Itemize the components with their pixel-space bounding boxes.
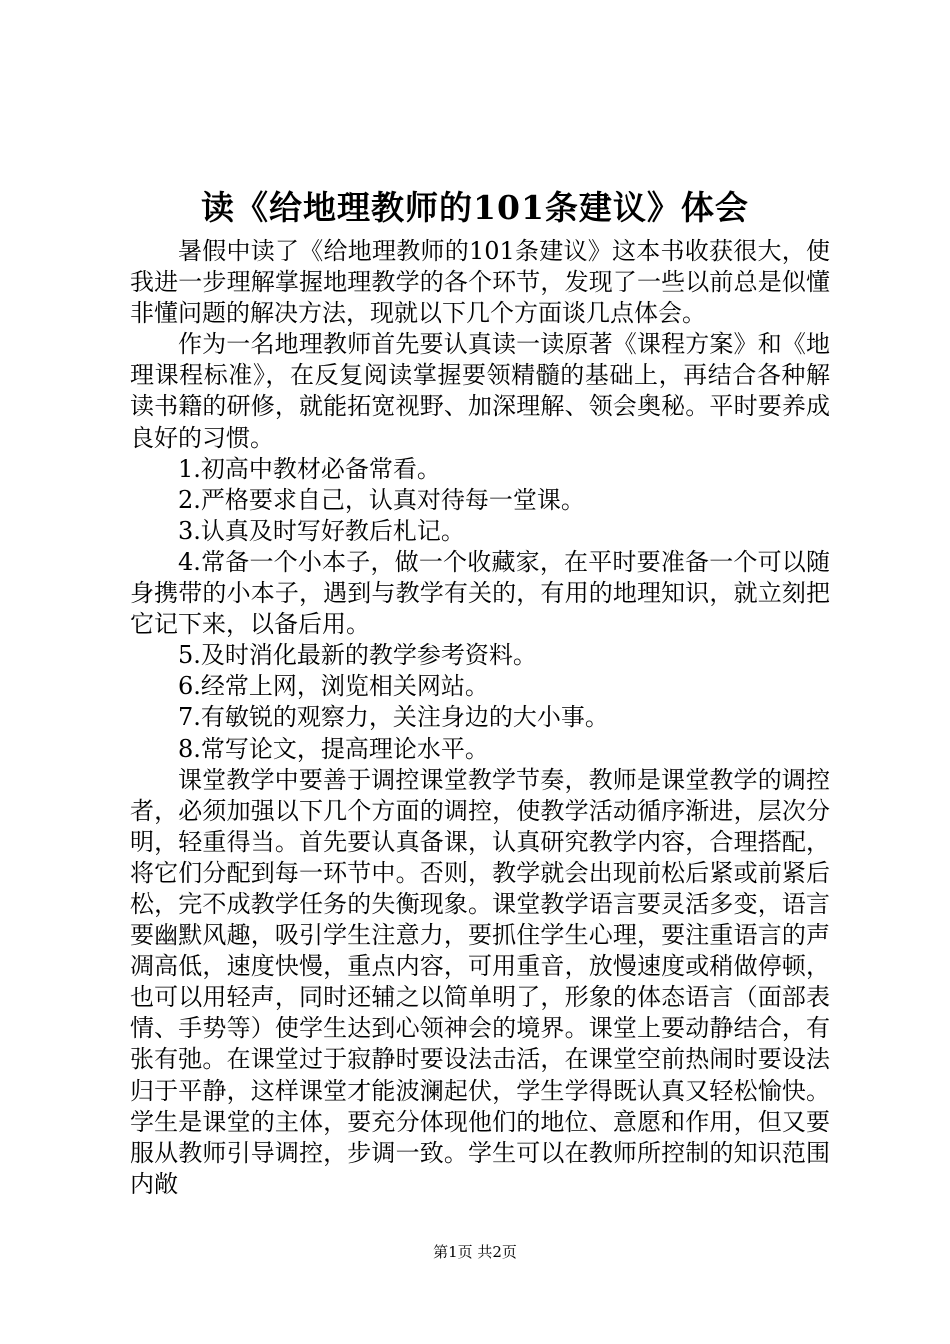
paragraph-intro: 暑假中读了《给地理教师的101条建议》这本书收获很大，使我进一步理解掌握地理教学的各个环节，发现了一些以前总是似懂非懂问题的解决方法，现就以下几个方面谈几点体会。 xyxy=(130,237,830,328)
list-item-5: 5.及时消化最新的教学参考资料。 xyxy=(178,641,537,670)
page-footer: 第1页 共2页 xyxy=(433,1243,517,1261)
list-item-4: 4.常备一个小本子，做一个收藏家，在平时要准备一个可以随身携带的小本子，遇到与教学有关的，有用的地理知识，就立刻把它记下来，以备后用。 xyxy=(130,547,830,639)
list-item-7: 7.有敏锐的观察力，关注身边的大小事。 xyxy=(178,703,609,732)
list-item-2: 2.严格要求自己，认真对待每一堂课。 xyxy=(178,485,585,514)
document-title: 读《给地理教师的101条建议》体会 xyxy=(201,188,749,227)
paragraph-reading-standards: 作为一名地理教师首先要认真读一读原著《课程方案》和《地理课程标准》，在反复阅读掌握要领精髓的基础上，再结合各种解读书籍的研修，就能拓宽视野、加深理解、领会奥秘。平时要养成良好的习惯。 xyxy=(130,330,830,452)
list-item-1: 1.初高中教材必备常看。 xyxy=(178,454,441,483)
list-item-3: 3.认真及时写好教后札记。 xyxy=(178,516,465,545)
list-item-6: 6.经常上网，浏览相关网站。 xyxy=(178,672,489,701)
document-body xyxy=(130,236,830,1200)
paragraph-classroom-control: 课堂教学中要善于调控课堂教学节奏，教师是课堂教学的调控者，必须加强以下几个方面的调控，使教学活动循序渐进，层次分明，轻重得当。首先要认真备课，认真研究教学内容，合理搭配，将它们分配到每一环节中。否则，教学就会出现前松后紧或前紧后松，完不成教学任务的失衡现象。课堂教学语言要灵活多变，语言要幽默风趣，吸引学生注意力，要抓住学生心理，要注重语言的声凋高低，速度快慢，重点内容，可用重音，放慢速度或稍做停顿，也可以用轻声，同时还辅之以简单明了，形象的体态语言（面部表情、手势等）使学生达到心领神会的境界。课堂上要动静结合，有张有弛。在课堂过于寂静时要设法击活，在课堂空前热闹时要设法归于平静，这样课堂才能波澜起伏，学生学得既认真又轻松愉快。学生是课堂的主体，要充分体现他们的地位、意愿和作用，但又要服从教师引导调控，步调一致。学生可以在教师所控制的知识范围内敞 xyxy=(130,765,830,1198)
list-item-8: 8.常写论文，提高理论水平。 xyxy=(178,734,489,763)
